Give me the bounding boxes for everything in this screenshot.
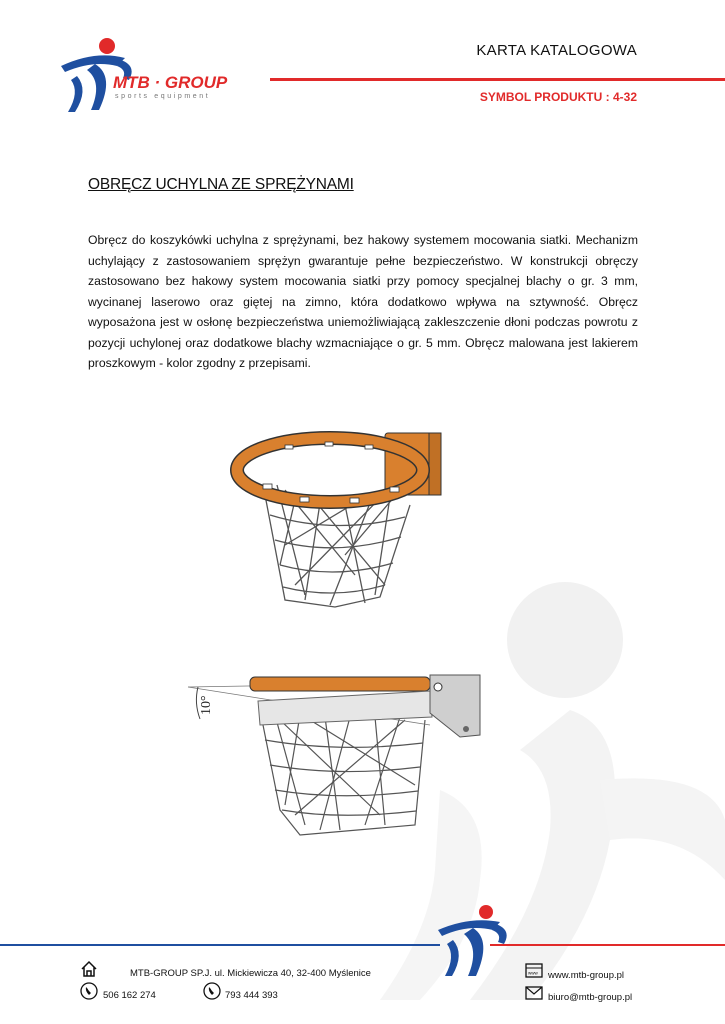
document-type: KARTA KATALOGOWA <box>476 42 637 59</box>
product-symbol-value: 4-32 <box>612 90 637 104</box>
home-icon <box>80 960 98 978</box>
header-divider <box>270 78 725 81</box>
product-description: Obręcz do koszykówki uchylna z sprężynami, bez hakowy systemem mocowania siatki. Mechanizm uchylający z zastosowaniem sprężyn gwarantuje pełne bezpieczeństwo. W konstrukcji obręczy zastosowano bez hakowy system mocowania siatki przy pomocy specjalnej blachy o gr. 3 mm, wycinanej laserowo oraz giętej na zimno, która dodatkowo wpływa na sztywność. Obręcz wyposażona jest w osłonę bezpieczeństwa uniemożliwiającą zakleszczenie dłoni podczas powrotu z pozycji uchylonej oraz dodatkowe blachy wzmacniające o gr. 5 mm. Obręcz malowana jest lakierem proszkowym - kolor zgodny z przepisami. <box>88 233 638 370</box>
product-title: OBRĘCZ UCHYLNA ZE SPRĘŻYNAMI <box>88 176 354 193</box>
footer-email[interactable]: biuro@mtb-group.pl <box>548 992 633 1003</box>
tilt-angle-label: 10° <box>199 695 214 715</box>
brand-name: MTB · GROUP <box>113 73 228 92</box>
phone-icon <box>203 982 221 1000</box>
product-symbol-label: SYMBOL PRODUKTU : <box>479 90 613 104</box>
footer-website[interactable]: www.mtb-group.pl <box>548 970 625 981</box>
brand-tagline: sports equipment <box>115 93 211 100</box>
footer-address: MTB-GROUP SP.J. ul. Mickiewicza 40, 32-400 Myślenice <box>130 968 371 979</box>
svg-text:www: www <box>528 970 538 976</box>
footer-divider-blue <box>0 944 440 946</box>
web-icon <box>525 962 543 980</box>
hoop-image-tilted <box>180 665 490 850</box>
footer-phone-1: 506 162 274 <box>103 990 156 1001</box>
footer-phone-2: 793 444 393 <box>225 990 278 1001</box>
footer-logo <box>428 900 518 980</box>
product-symbol <box>480 90 637 104</box>
brand-logo <box>55 36 265 116</box>
phone-icon <box>80 982 98 1000</box>
hoop-image-front <box>225 425 460 620</box>
mail-icon <box>525 984 543 1002</box>
footer-divider-red <box>490 944 725 946</box>
